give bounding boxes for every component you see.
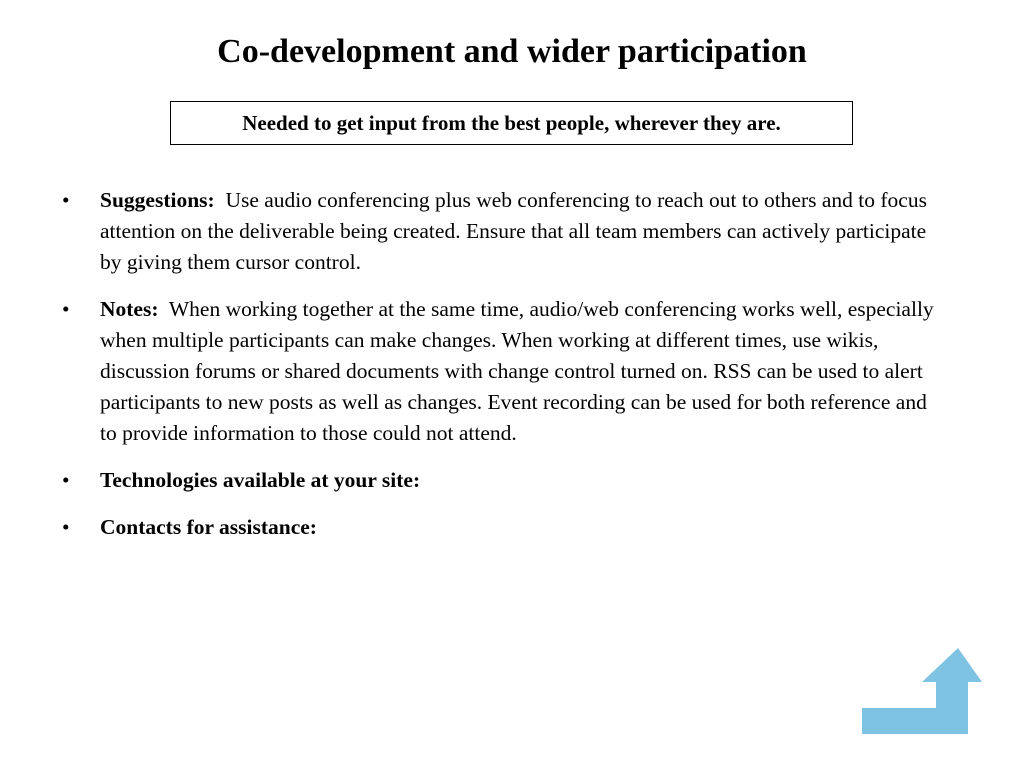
bullet-technologies	[62, 465, 942, 496]
bullet-dot: •	[62, 468, 70, 492]
bullet-text: Use audio conferencing plus web conferencing to reach out to others and to focus attention on the deliverable being created. Ensure that all team members can actively participate by giving them cursor control.	[100, 188, 927, 274]
bullet-contacts	[62, 512, 942, 543]
bullet-label: Notes:	[100, 297, 159, 321]
bullet-dot: •	[62, 188, 70, 212]
bullet-label: Technologies available at your site:	[100, 468, 421, 492]
callout-text: Needed to get input from the best people, wherever they are.	[242, 110, 781, 135]
bullet-dot: •	[62, 515, 70, 539]
bullet-text: When working together at the same time, audio/web conferencing works well, especially when multiple participants can make changes. When working at different times, use wikis, discussion forums or shared documents with change control turned on. RSS can be used to alert participants to new posts as well as changes. Event recording can be used for both reference and to provide information to those could not attend.	[100, 297, 934, 445]
callout-box	[170, 101, 853, 145]
return-arrow-icon	[860, 646, 984, 736]
bullet-suggestions	[62, 185, 942, 278]
slide-title: Co-development and wider participation	[217, 33, 807, 70]
bullet-list	[62, 185, 942, 559]
bullet-label: Contacts for assistance:	[100, 515, 317, 539]
bullet-label: Suggestions:	[100, 188, 215, 212]
bullet-notes	[62, 294, 942, 449]
bullet-dot: •	[62, 297, 70, 321]
return-arrow-button[interactable]	[860, 646, 984, 736]
